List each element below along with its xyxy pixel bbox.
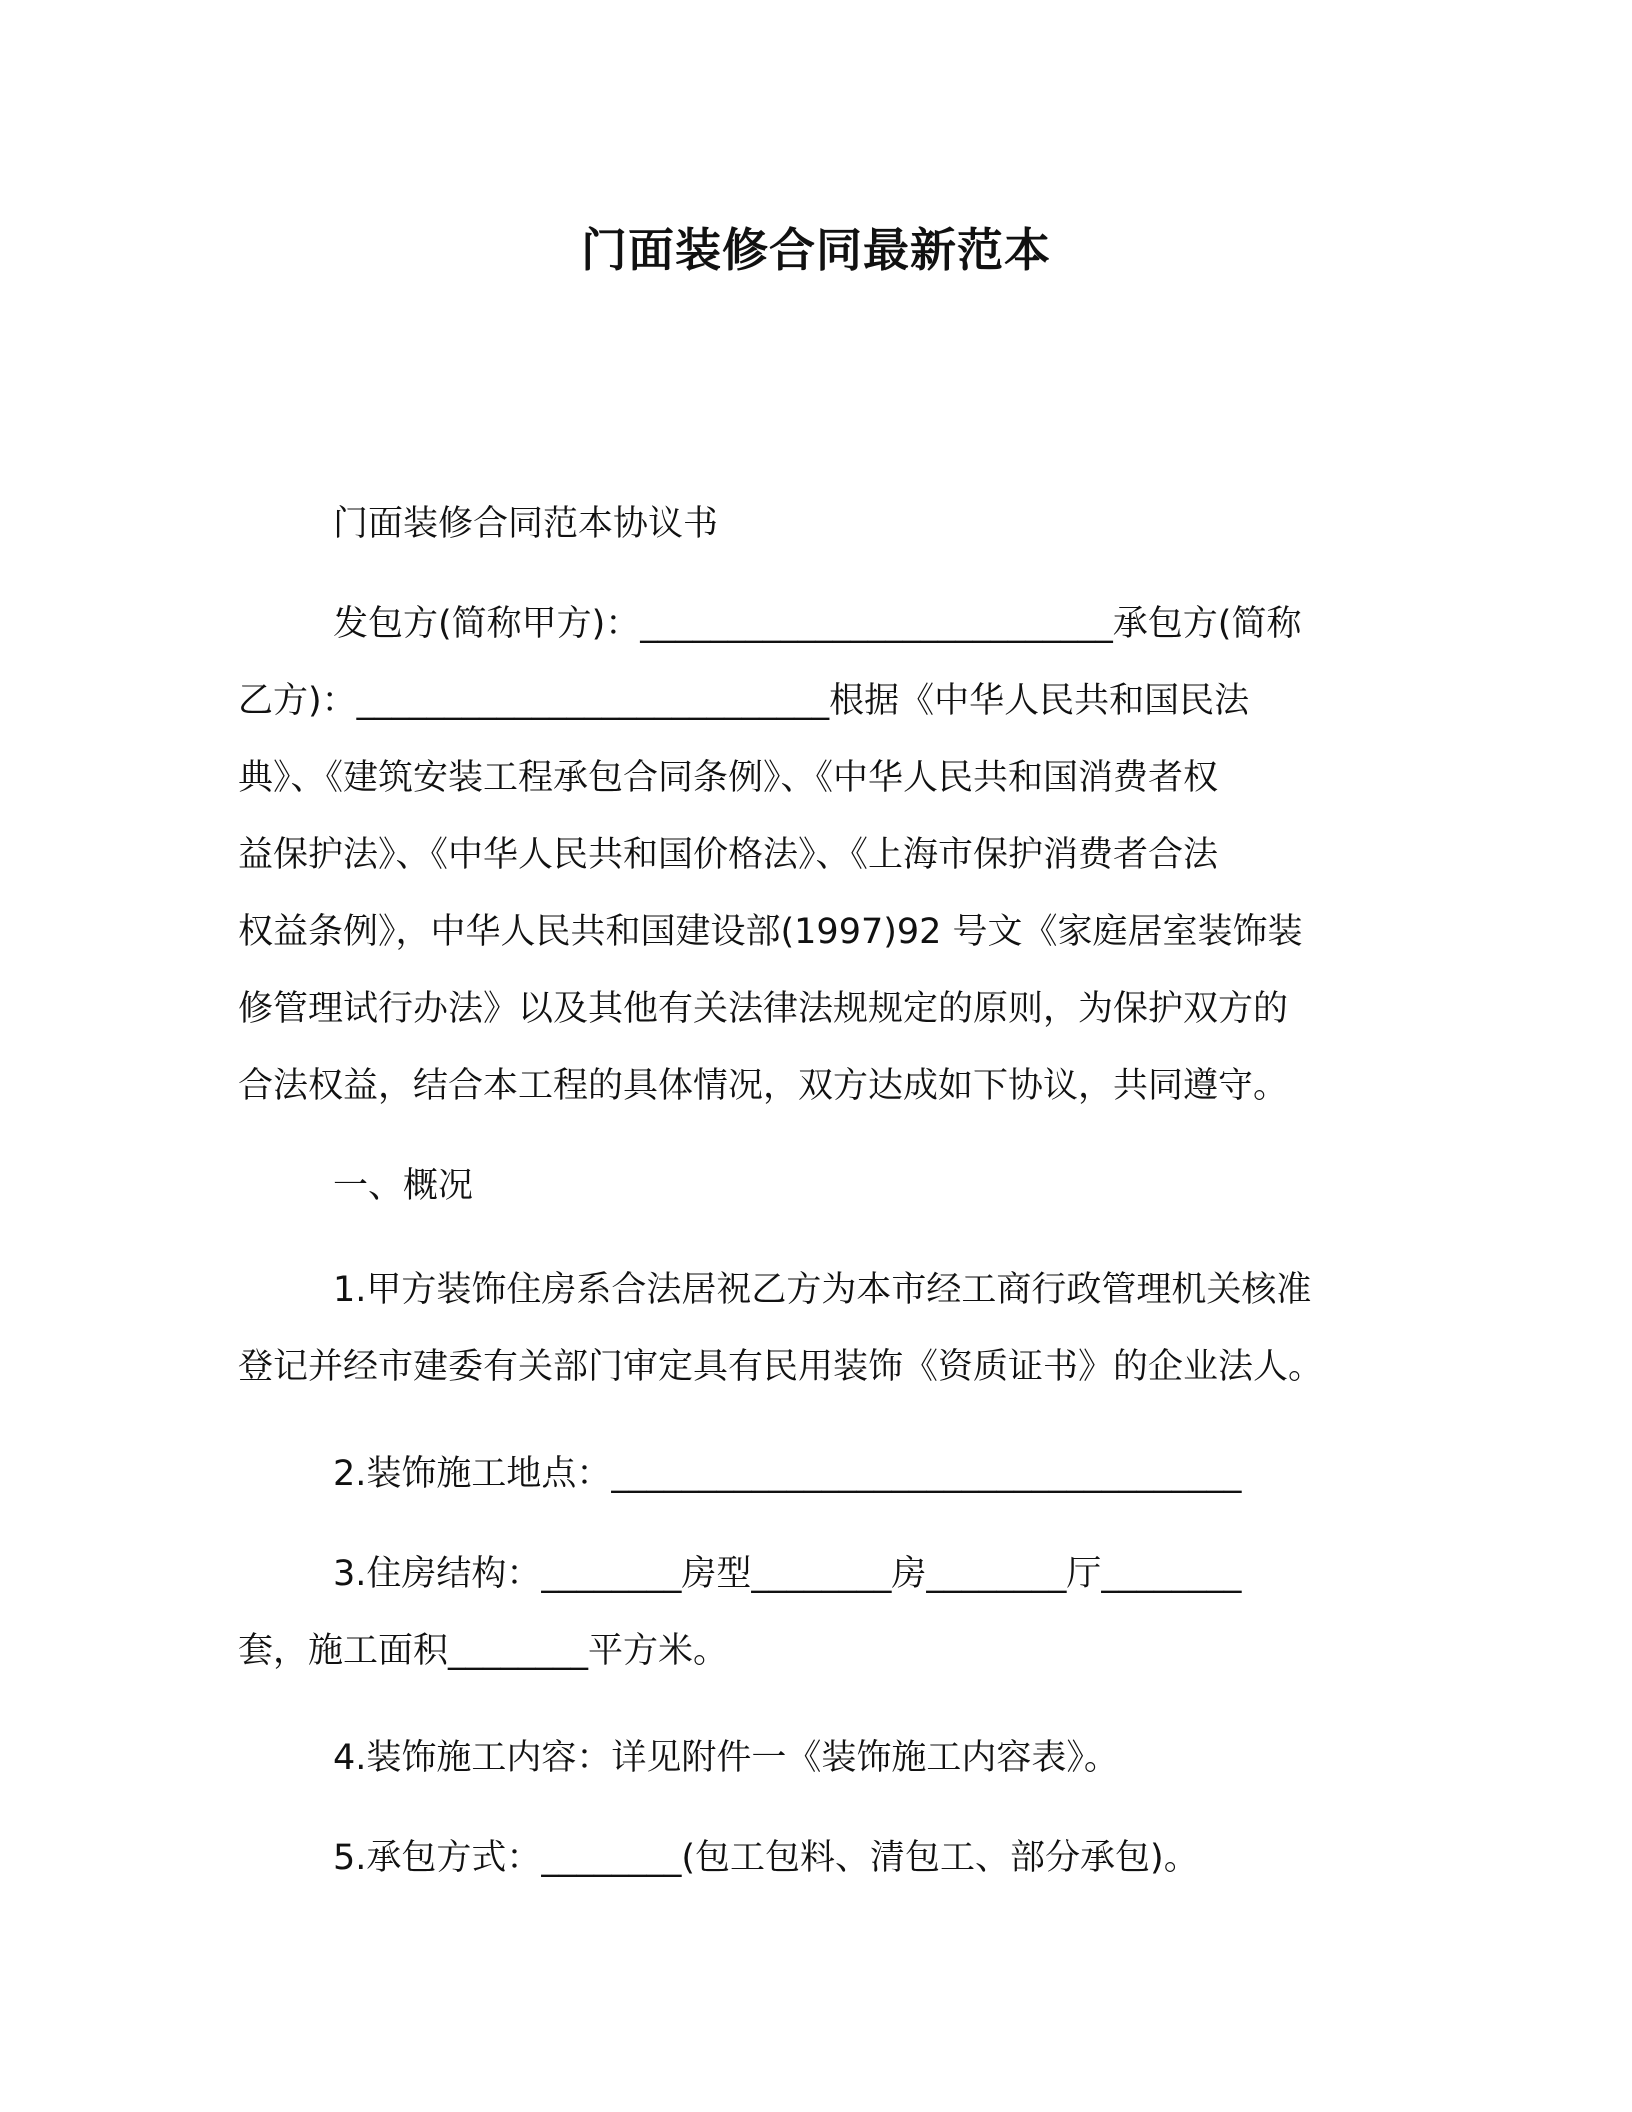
intro-line: 发包方(简称甲方)：___________________________承包方(简称 (333, 604, 1302, 644)
item-3-line: 3.住房结构：________房型________房________厅________ (333, 1554, 1242, 1594)
intro-line: 修管理试行办法》以及其他有关法律法规规定的原则，为保护双方的 (238, 989, 1289, 1029)
intro-line: 乙方)：___________________________根据《中华人民共和国民法 (238, 681, 1250, 721)
intro-line: 权益条例》，中华人民共和国建设部(1997)92 号文《家庭居室装饰装 (238, 912, 1303, 952)
intro-line: 合法权益，结合本工程的具体情况，双方达成如下协议，共同遵守。 (238, 1066, 1289, 1106)
item-5-contract-method: 5.承包方式：________(包工包料、清包工、部分承包)。 (333, 1838, 1199, 1878)
intro-paragraph (238, 586, 1388, 1125)
document-title: 门面装修合同最新范本 (581, 223, 1051, 277)
section-heading-overview: 一、概况 (333, 1166, 474, 1206)
intro-line: 典》、《建筑安装工程承包合同条例》、《中华人民共和国消费者权 (238, 758, 1219, 798)
item-4-content: 4.装饰施工内容：详见附件一《装饰施工内容表》。 (333, 1738, 1119, 1778)
item-1-paragraph (238, 1252, 1388, 1406)
intro-line: 益保护法》、《中华人民共和国价格法》、《上海市保护消费者合法 (238, 835, 1219, 875)
item-1-line: 登记并经市建委有关部门审定具有民用装饰《资质证书》的企业法人。 (238, 1347, 1324, 1387)
item-2-location: 2.装饰施工地点：____________________________________ (333, 1454, 1242, 1494)
contract-subtitle: 门面装修合同范本协议书 (333, 504, 719, 544)
item-3-line: 套，施工面积________平方米。 (238, 1631, 729, 1671)
item-1-line: 1.甲方装饰住房系合法居祝乙方为本市经工商行政管理机关核准 (333, 1270, 1312, 1310)
item-3-paragraph (238, 1536, 1388, 1690)
